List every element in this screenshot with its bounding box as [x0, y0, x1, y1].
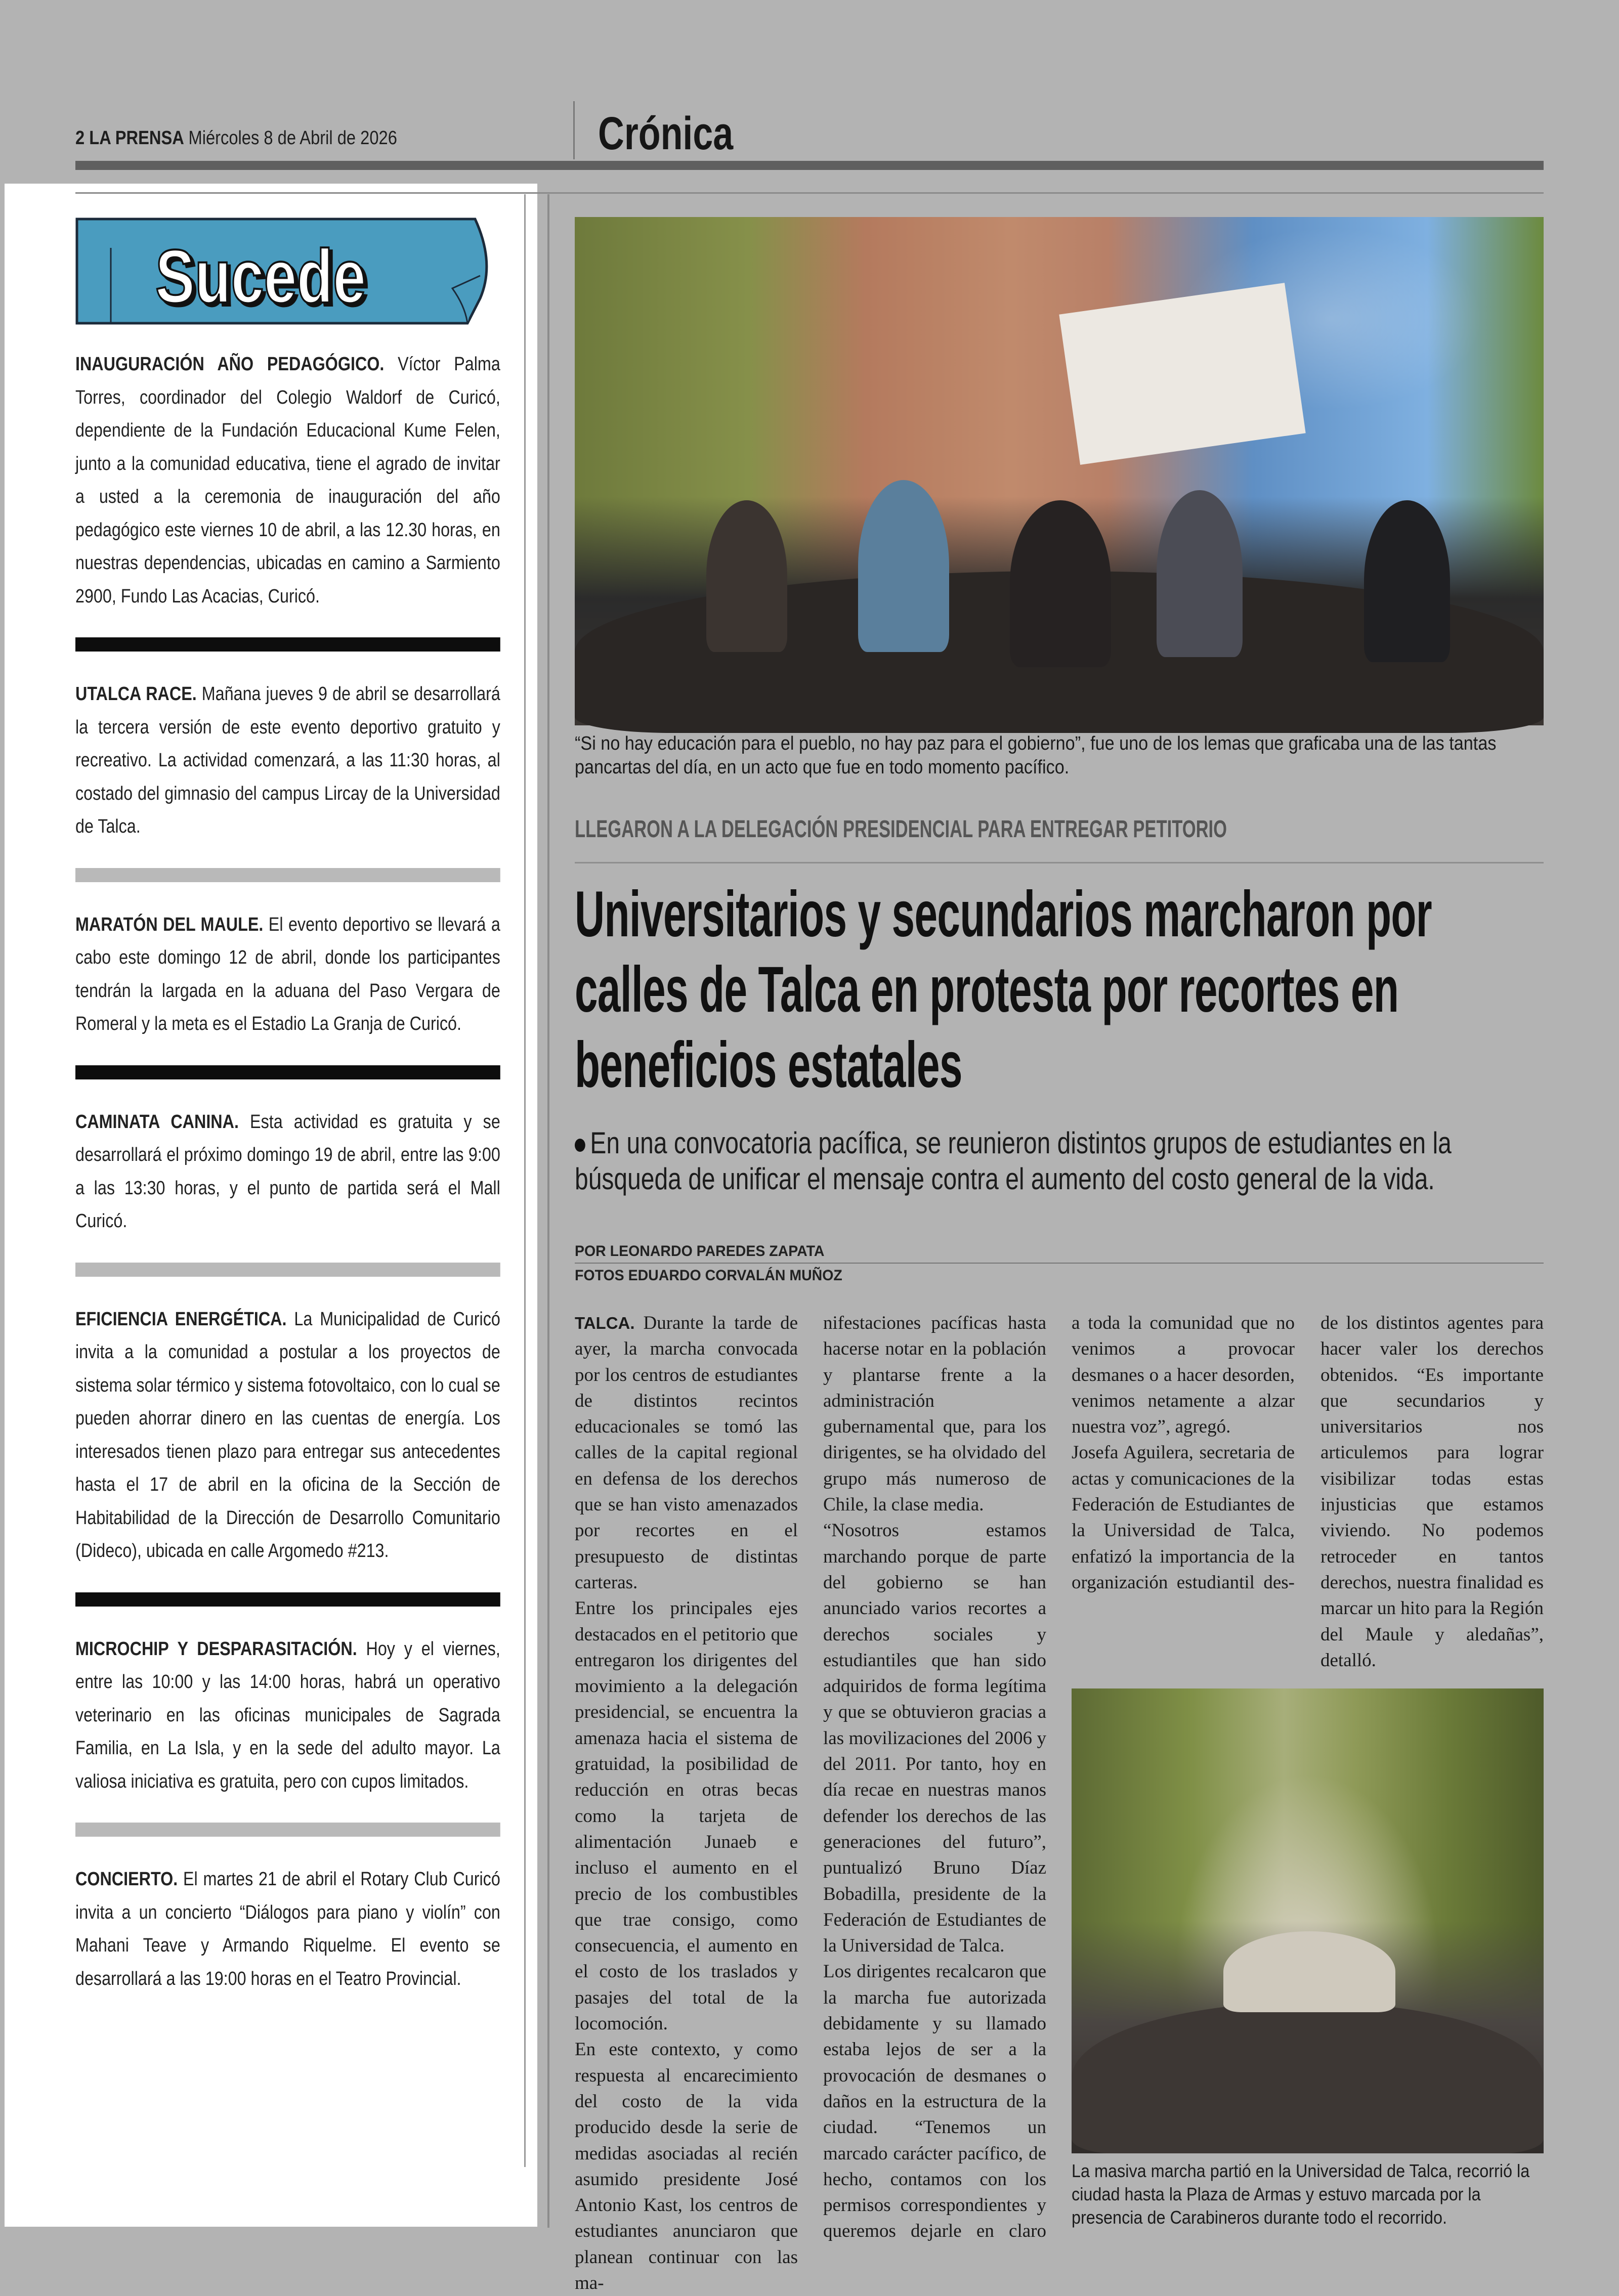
protester	[1010, 500, 1111, 667]
page-number-and-paper	[75, 127, 184, 149]
section-title: Crónica	[598, 108, 734, 159]
article-headline: Universitarios y secundarios marcharon por calles de Talca en protesta por recortes en beneficios estatales	[575, 878, 1432, 1101]
event-title: UTALCA RACE.	[75, 683, 197, 705]
event-item	[75, 1106, 500, 1238]
event-title: CONCIERTO.	[75, 1869, 178, 1890]
column-divider	[547, 194, 549, 2228]
event-title: INAUGURACIÓN AÑO PEDAGÓGICO.	[75, 354, 385, 375]
events-list	[75, 348, 500, 1996]
paragraph: En este contexto, y como respuesta al encarecimiento del costo de la vida producido desde la serie de medidas asociadas al recién asumido presidente José Antonio Kast, los centros de estudiantes anunciaron que planean continuar con las ma-	[575, 2039, 798, 2293]
article-column	[1320, 1310, 1544, 1673]
dateline: TALCA.	[575, 1314, 635, 1332]
paragraph: Josefa Aguilera, secretaria de actas y comunicaciones de la Federación de Estudiantes de la Universidad de Talca, enfatizó la importancia de la organización estudiantil des-	[1072, 1442, 1295, 1593]
header-divider	[573, 101, 575, 159]
crowd	[1072, 2002, 1544, 2153]
protester	[1157, 490, 1243, 657]
sidebar-rule	[75, 192, 537, 194]
protest-march-photo	[575, 217, 1544, 725]
separator	[75, 1263, 500, 1277]
protest-banner	[1059, 283, 1305, 465]
paragraph: de los distintos agentes para hacer valer los derechos obtenidos. “Es importante que secundarios y universitarios nos articulemos para lograr visibilizar todas estas injusticias que estamos viviendo. No podemos retroceder en tantos derechos, nuestra finalidad es marcar un hito para la Región del Maule y aledañas”, detalló.	[1320, 1313, 1544, 1671]
article-columns	[575, 1310, 1544, 2296]
paper-name: LA PRENSA	[89, 127, 184, 149]
header-bar	[75, 161, 1544, 170]
bullet-icon	[575, 1139, 585, 1152]
protester	[706, 500, 787, 652]
separator	[75, 1065, 500, 1079]
separator	[75, 637, 500, 652]
march-street-photo	[1072, 1688, 1544, 2153]
kicker-rule	[575, 862, 1544, 863]
byline: POR LEONARDO PAREDES ZAPATA	[575, 1243, 825, 1260]
photo-credit: FOTOS EDUARDO CORVALÁN MUÑOZ	[575, 1267, 842, 1284]
separator	[75, 868, 500, 882]
article-deck	[575, 1125, 1546, 1197]
paragraph: “Nosotros estamos marchando porque de parte del gobierno se han anunciado varios recortes a derechos sociales y estudiantiles que han sido adquiridos de forma legítima y que se obtuvieron gracias a las movilizaciones del 2006 y del 2011. Por tanto, hoy en día recae en nuestras manos defender los derechos de las generaciones del futuro”, puntualizó Bruno Díaz Bobadilla, presidente de la Federación de Estudiantes de la Universidad de Talca.	[823, 1520, 1046, 1957]
paragraph: nifestaciones pacíficas hasta hacerse notar en la población y plantarse frente a la administración gubernamental que, para los dirigentes, se ha olvidado del grupo más numeroso de Chile, la clase media.	[823, 1313, 1046, 1515]
paragraph: Los dirigentes recalcaron que la marcha fue autorizada debidamente y su llamado estaba lejos de ser a la provocación de desmanes o daños en la estructura de la ciudad. “Tenemos un marcado carácter pacífico, de hecho, contamos con los permisos correspondientes y queremos dejarle en claro	[823, 1961, 1046, 2242]
event-text: La Municipalidad de Curicó invita a la comunidad a postular a los proyectos de sistema solar térmico y sistema fotovoltaico, con lo cual se pueden ahorrar dinero en las cuentas de energía. Los interesados tienen plazo para entregar sus antecedentes hasta el 17 de abril en la oficina de la Sección de Habitabilidad de la Dirección de Desarrollo Comunitario (Dideco), ubicada en calle Argomedo #213.	[75, 1308, 500, 1562]
paragraph: Entre los principales ejes destacados en el petitorio que entregaron los dirigentes del movimiento a la delegación presidencial, se encuentra la amenaza hacia el sistema de gratuidad, la posibilidad de reducción en otras becas como la tarjeta de alimentación Junaeb e incluso el aumento en el precio de los combustibles que trae consigo, como consecuencia, el aumento en el costo de los traslados y pasajes del total de la locomoción.	[575, 1598, 798, 2034]
page-number: 2	[75, 127, 85, 149]
separator	[75, 1592, 500, 1607]
event-text: Víctor Palma Torres, coordinador del Colegio Waldorf de Curicó, dependiente de la Fundación Educacional Kume Felen, junto a la comunidad educativa, tiene el agrado de invitar a usted a la ceremonia de inauguración del año pedagógico este viernes 10 de abril, a las 12.30 horas, en nuestras dependencias, ubicadas en camino a Sarmiento 2900, Fundo Las Acacias, Curicó.	[75, 354, 500, 607]
issue-date: Miércoles 8 de Abril de 2026	[188, 127, 397, 149]
sidebar-divider	[524, 194, 526, 2167]
event-text: Esta actividad es gratuita y se desarrollará el próximo domingo 19 de abril, entre las 9:00 a las 13:30 horas, y el punto de partida será el Mall Curicó.	[75, 1111, 500, 1232]
sucede-logo	[75, 218, 500, 325]
photo-caption: La masiva marcha partió en la Universidad de Talca, recorrió la ciudad hasta la Plaza de Armas y estuvo marcada por la presencia de Carabineros durante todo el recorrido.	[1072, 2160, 1530, 2228]
event-item	[75, 1633, 500, 1799]
byline-rule	[575, 1263, 1544, 1264]
photo-caption: “Si no hay educación para el pueblo, no hay paz para el gobierno”, fue uno de los lemas que graficaba una de las tantas pancartas del día, en un acto que fue en todo momento pacífico.	[575, 733, 1497, 778]
article-column	[575, 1310, 798, 2296]
event-text: Hoy y el viernes, entre las 10:00 y las 14:00 horas, habrá un operativo veterinario en las oficinas municipales de Sagrada Familia, en La Isla, y en la sede del adulto mayor. La valiosa iniciativa es gratuita, pero con cupos limitados.	[75, 1638, 500, 1792]
separator	[75, 1823, 500, 1837]
event-title: MARATÓN DEL MAULE.	[75, 914, 264, 935]
article-kicker: LLEGARON A LA DELEGACIÓN PRESIDENCIAL PARA ENTREGAR PETITORIO	[575, 816, 1227, 843]
event-text: El martes 21 de abril el Rotary Club Curicó invita a un concierto “Diálogos para piano y violín” con Mahani Teave y Armando Riquelme. El evento se desarrollará a las 19:00 horas en el Teatro Provincial.	[75, 1869, 500, 1989]
protester	[1364, 500, 1450, 662]
article-body	[575, 815, 1544, 2296]
event-text: El evento deportivo se llevará a cabo este domingo 12 de abril, donde los participantes tendrán la largada en la aduana del Paso Vergara de Romeral y la meta es el Estadio La Granja de Curicó.	[75, 914, 500, 1034]
event-item	[75, 1863, 500, 1996]
page-folio	[75, 127, 397, 149]
paragraph: Durante la tarde de ayer, la marcha convocada por los centros de estudiantes de distintos recintos educacionales se tomó las calles de la capital regional en defensa de los derechos que se han visto amenazados por recortes en el presupuesto de distintas carteras.	[575, 1313, 798, 1593]
sidebar-title: Sucede	[155, 233, 366, 319]
article-column	[1072, 1310, 1295, 1673]
event-item	[75, 1303, 500, 1568]
deck-text: En una convocatoria pacífica, se reunieron distintos grupos de estudiantes en la búsqueda de unificar el mensaje contra el aumento del costo general de la vida.	[575, 1126, 1452, 1196]
paragraph: a toda la comunidad que no venimos a provocar desmanes o a hacer desorden, venimos netamente a alzar nuestra voz”, agregó.	[1072, 1313, 1295, 1438]
protester	[858, 480, 949, 652]
event-item	[75, 678, 500, 844]
protest-banner	[1223, 1931, 1395, 2012]
event-item	[75, 908, 500, 1041]
event-title: CAMINATA CANINA.	[75, 1111, 239, 1133]
event-title: EFICIENCIA ENERGÉTICA.	[75, 1308, 287, 1330]
event-item	[75, 348, 500, 613]
right-columns	[1072, 1310, 1544, 2296]
event-title: MICROCHIP Y DESPARASITACIÓN.	[75, 1638, 357, 1660]
event-text: Mañana jueves 9 de abril se desarrollará la tercera versión de este evento deportivo gratuito y recreativo. La actividad comenzará, a las 11:30 horas, al costado del gimnasio del campus Lircay de la Universidad de Talca.	[75, 683, 500, 837]
article-column	[823, 1310, 1046, 2296]
